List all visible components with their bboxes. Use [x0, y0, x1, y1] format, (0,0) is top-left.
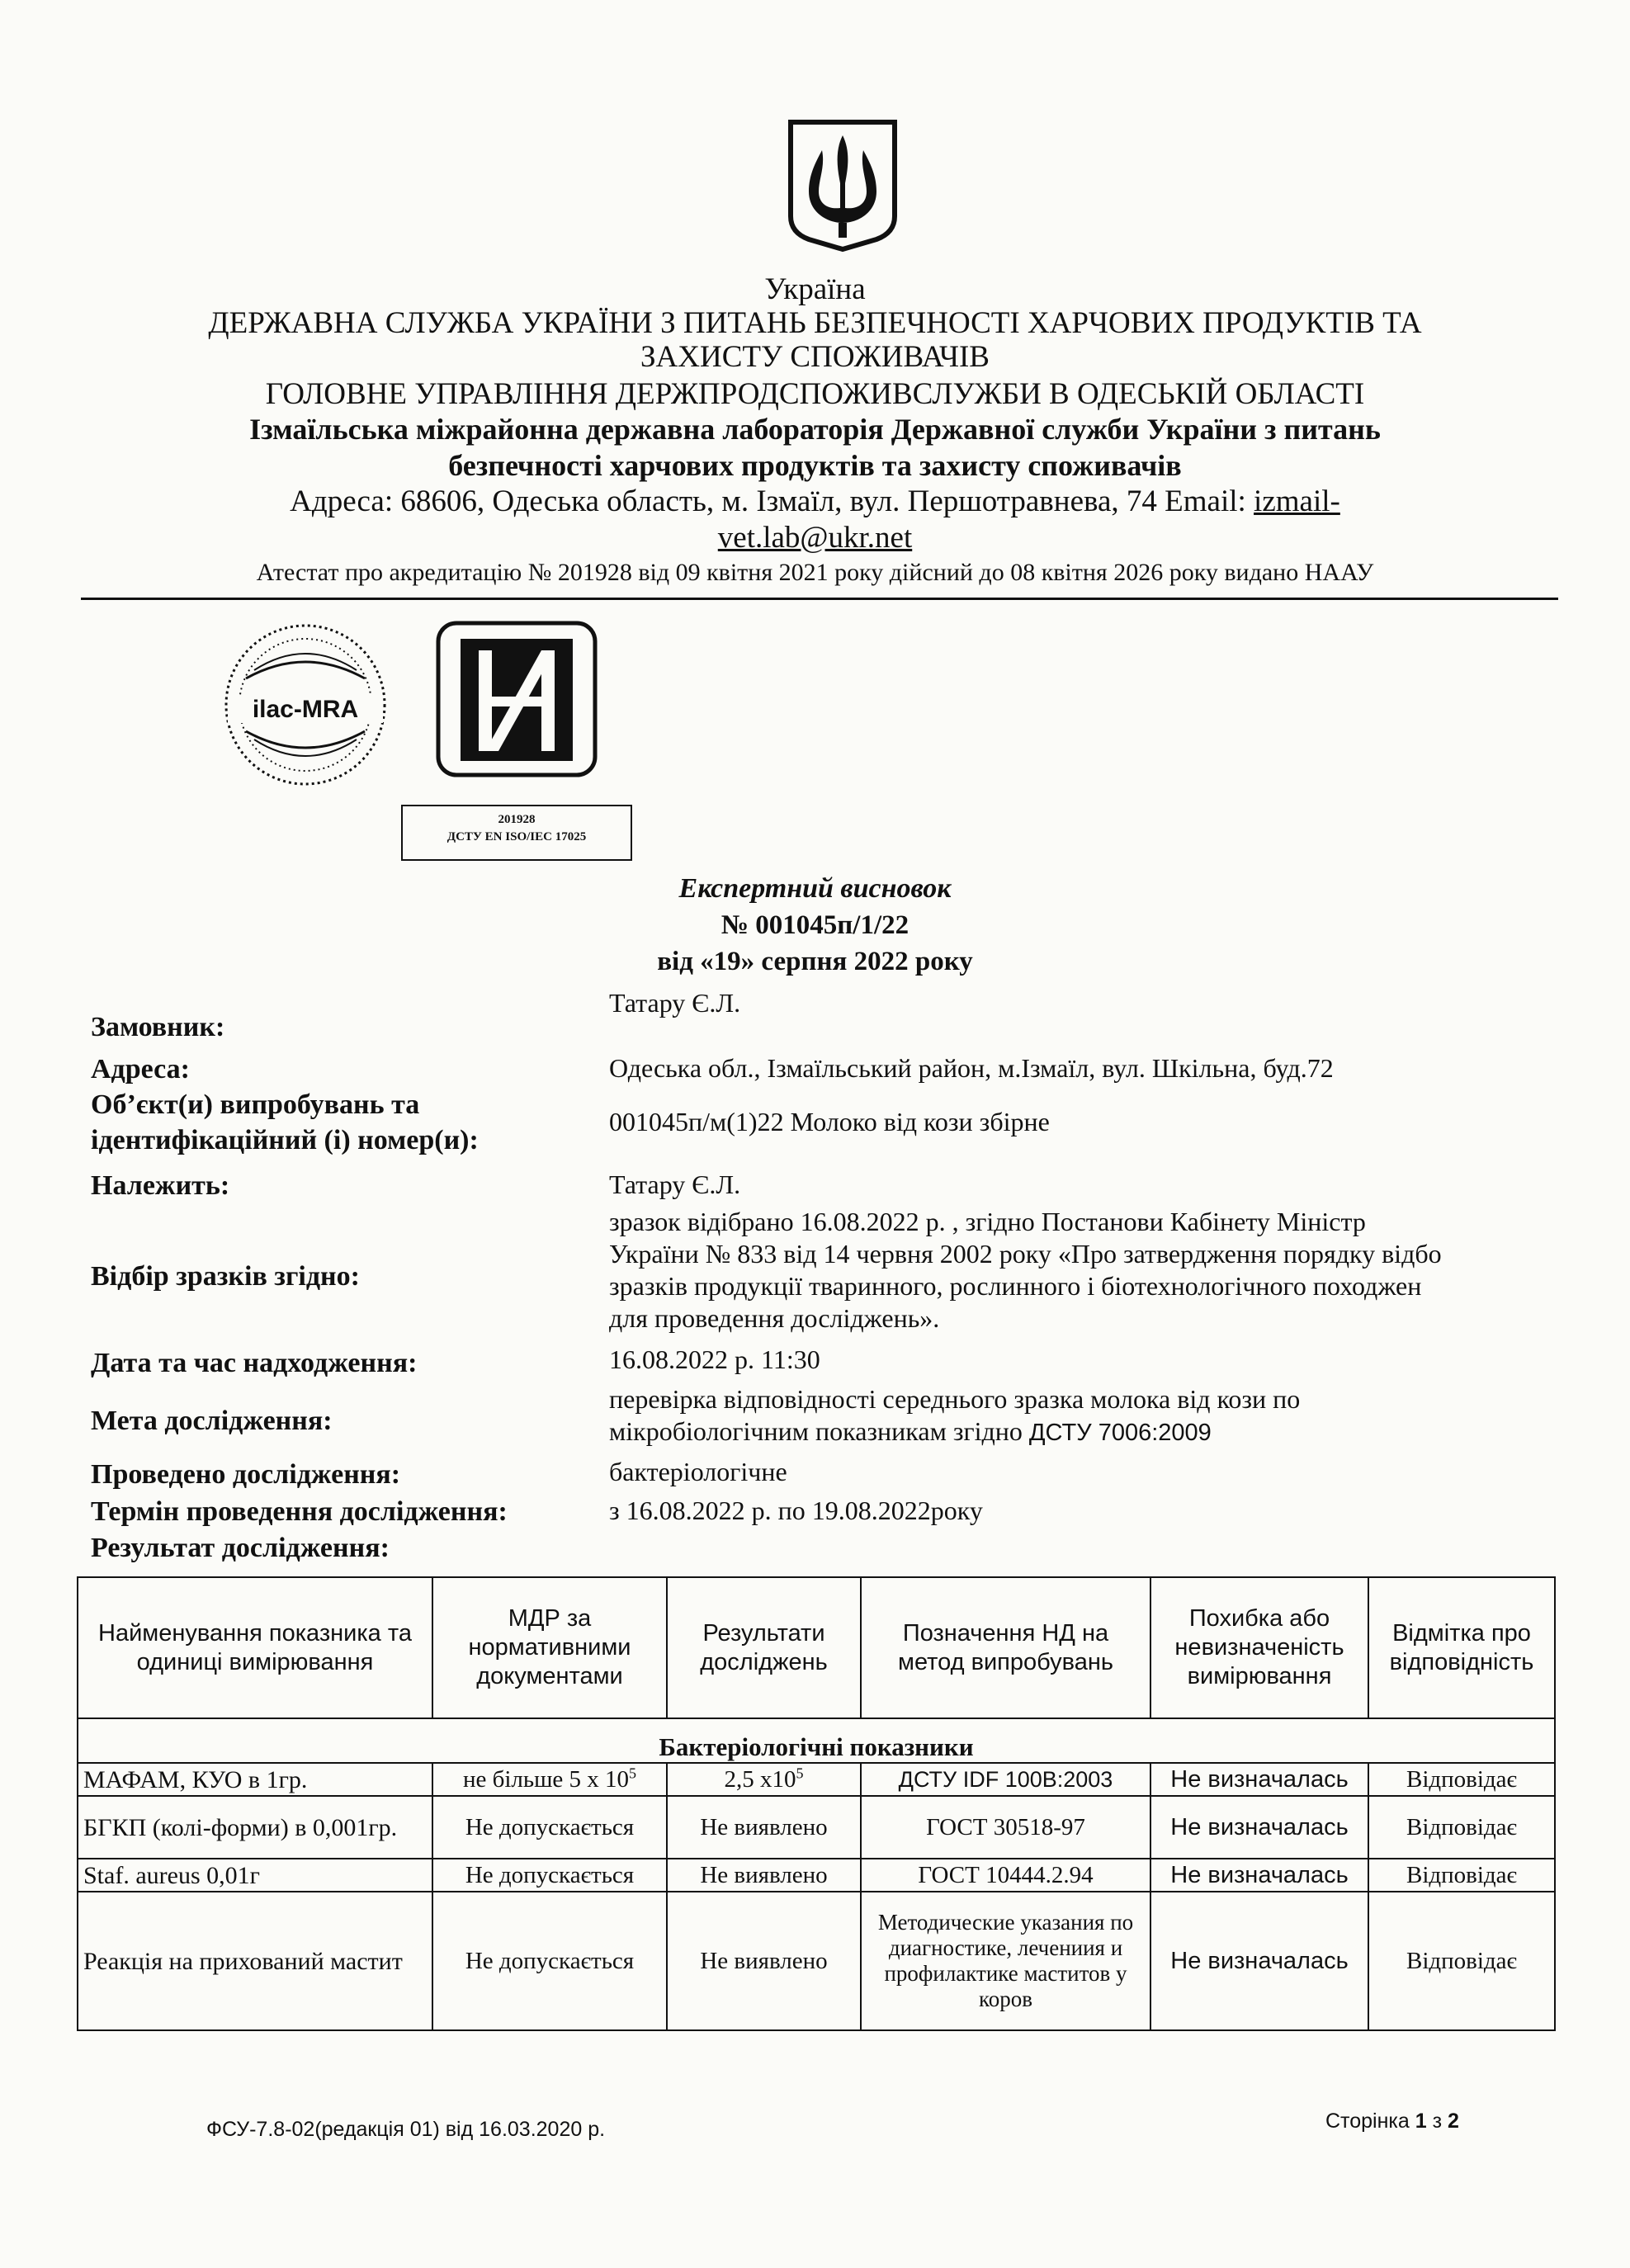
cell-method: ГОСТ 10444.2.94: [861, 1859, 1150, 1892]
page-sep: з: [1426, 2110, 1448, 2133]
document-title: [0, 871, 1630, 980]
address-label: Адреса:: [91, 1054, 190, 1084]
page-counter: [1325, 2110, 1459, 2133]
purpose-line1: перевірка відповідності середнього зразка молока від кози по: [609, 1384, 1301, 1414]
ilac-mra-logo: [221, 621, 390, 789]
result-base: 2,5 х10: [724, 1765, 796, 1793]
cell-conformity: Відповідає: [1368, 1859, 1555, 1892]
conducted-label: Проведено дослідження:: [91, 1459, 401, 1490]
table-row: [78, 1763, 1555, 1796]
header-divider: [81, 598, 1558, 600]
trident-emblem: [786, 117, 900, 253]
lab-name-line2: безпечності харчових продуктів та захисту споживачів: [448, 449, 1182, 482]
mdr-exponent: 5: [629, 1764, 637, 1781]
customer-value: Татару Є.Л.: [609, 988, 741, 1018]
email-link-part2[interactable]: vet.lab@ukr.net: [717, 521, 913, 555]
sampling-line4: для проведення досліджень».: [609, 1303, 940, 1333]
table-header-row: [78, 1577, 1555, 1718]
object-value: 001045п/м(1)22 Молоко від кози збірне: [609, 1107, 1050, 1136]
service-name-line1: ДЕРЖАВНА СЛУЖБА УКРАЇНИ З ПИТАНЬ БЕЗПЕЧНОСТІ ХАРЧОВИХ ПРОДУКТІВ ТА: [208, 306, 1422, 340]
section-row: [78, 1718, 1555, 1763]
table-row: [78, 1796, 1555, 1859]
header-method: Позначення НД на метод випробувань: [861, 1577, 1150, 1718]
accreditation-number: 201928: [498, 813, 536, 826]
address-text: Адреса: 68606, Одеська область, м. Ізмаїл, вул. Першотравнева, 74 Email:: [290, 484, 1254, 518]
ilac-text: ilac-MRA: [252, 696, 359, 723]
owner-value: Татару Є.Л.: [609, 1169, 741, 1199]
term-label: Термін проведення дослідження:: [91, 1496, 508, 1527]
arrival-label: Дата та час надходження:: [91, 1348, 418, 1378]
table-row: [78, 1859, 1555, 1892]
object-label-2: ідентифікаційний (і) номер(и):: [91, 1125, 479, 1155]
result-label: Результат дослідження:: [91, 1533, 390, 1563]
country-name: Україна: [764, 272, 866, 306]
cell-error: Не визначалась: [1150, 1796, 1368, 1859]
cell-error: Не визначалась: [1150, 1892, 1368, 2030]
purpose-label: Мета дослідження:: [91, 1406, 333, 1436]
conducted-value: бактеріологічне: [609, 1457, 787, 1486]
address-value: Одеська обл., Ізмаїльський район, м.Ізмаїл, вул. Шкільна, буд.72: [609, 1053, 1334, 1083]
sampling-line3: зразків продукції тваринного, рослинного і біотехнологічного походжен: [609, 1271, 1422, 1301]
form-code: ФСУ-7.8-02(редакція 01) від 16.03.2020 р.: [206, 2118, 606, 2141]
cell-error: Не визначалась: [1150, 1763, 1368, 1796]
email-link-part1[interactable]: izmail-: [1254, 484, 1340, 518]
cell-name: БГКП (колі-форми) в 0,001гр.: [78, 1796, 432, 1859]
sampling-line2: України № 833 від 14 червня 2002 року «Про затвердження порядку відбо: [609, 1239, 1442, 1269]
page-total: 2: [1448, 2110, 1459, 2133]
header-mdr: МДР за нормативними документами: [432, 1577, 667, 1718]
accreditation-badge: [401, 805, 632, 861]
sampling-label: Відбір зразків згідно:: [91, 1261, 360, 1292]
customer-label: Замовник:: [91, 1012, 225, 1042]
naau-mark-icon: [436, 621, 598, 777]
page-current: 1: [1415, 2110, 1427, 2133]
cell-conformity: Відповідає: [1368, 1763, 1555, 1796]
conclusion-number: № 001045п/1/22: [721, 910, 909, 940]
cell-error: Не визначалась: [1150, 1859, 1368, 1892]
cell-method: ГОСТ 30518-97: [861, 1796, 1150, 1859]
cell-result: Не виявлено: [667, 1859, 861, 1892]
header-indicator: Найменування показника та одиниці вимірювання: [78, 1577, 432, 1718]
header-conformity: Відмітка про відповідність: [1368, 1577, 1555, 1718]
cell-conformity: Відповідає: [1368, 1796, 1555, 1859]
cell-method: ДСТУ IDF 100B:2003: [861, 1763, 1150, 1796]
service-name-line2: ЗАХИСТУ СПОЖИВАЧІВ: [640, 340, 990, 374]
naau-logo: [436, 621, 598, 777]
cell-result: Не виявлено: [667, 1796, 861, 1859]
cell-name: Реакція на прихований мастит: [78, 1892, 432, 2030]
email-line2: [0, 520, 1630, 556]
cell-name: МАФАМ, КУО в 1гр.: [78, 1763, 432, 1796]
accreditation-line: Атестат про акредитацію № 201928 від 09 квітня 2021 року дійсний до 08 квітня 2026 року видано НААУ: [256, 559, 1374, 586]
cell-conformity: Відповідає: [1368, 1892, 1555, 2030]
header-results: Результати досліджень: [667, 1577, 861, 1718]
cell-mdr: Не допускається: [432, 1796, 667, 1859]
lab-address: [0, 484, 1630, 520]
cell-result: [667, 1763, 861, 1796]
ilac-globe-icon: [221, 621, 390, 789]
department-name: ГОЛОВНЕ УПРАВЛІННЯ ДЕРЖПРОДСПОЖИВСЛУЖБИ В ОДЕСЬКІЙ ОБЛАСТІ: [265, 377, 1365, 411]
document-header: [0, 272, 1630, 589]
conclusion-heading: Експертний висновок: [678, 873, 952, 904]
cell-mdr: Не допускається: [432, 1859, 667, 1892]
owner-label: Належить:: [91, 1170, 230, 1201]
sampling-line1: зразок відібрано 16.08.2022 р. , згідно Постанови Кабінету Міністр: [609, 1207, 1366, 1236]
cell-mdr: [432, 1763, 667, 1796]
accreditation-standard: ДСТУ EN ISO/IEC 17025: [446, 830, 587, 843]
cell-result: Не виявлено: [667, 1892, 861, 2030]
page-prefix: Сторінка: [1325, 2110, 1415, 2133]
table-row: [78, 1892, 1555, 2030]
lab-name-line1: Ізмаїльська міжрайонна державна лабораторія Державної служби України з питань: [249, 413, 1381, 446]
mdr-base: не більше 5 х 10: [462, 1765, 630, 1793]
header-error: Похибка або невизначеність вимірювання: [1150, 1577, 1368, 1718]
object-label-1: Об’єкт(и) випробувань та: [91, 1089, 420, 1120]
purpose-line2: [609, 1415, 1212, 1448]
purpose-text: мікробіологічним показникам згідно: [609, 1416, 1029, 1446]
results-table: [77, 1576, 1556, 2031]
term-value: з 16.08.2022 р. по 19.08.2022року: [609, 1495, 983, 1525]
section-title: Бактеріологічні показники: [78, 1718, 1555, 1763]
arrival-value: 16.08.2022 р. 11:30: [609, 1344, 820, 1374]
cell-method: Методические указания по диагностике, лечениия и профилактике маститов у коров: [861, 1892, 1150, 2030]
cell-mdr: Не допускається: [432, 1892, 667, 2030]
conclusion-date: від «19» серпня 2022 року: [657, 947, 973, 976]
purpose-standard: ДСТУ 7006:2009: [1028, 1420, 1212, 1446]
cell-name: Staf. aureus 0,01г: [78, 1859, 432, 1892]
result-exponent: 5: [796, 1764, 804, 1781]
